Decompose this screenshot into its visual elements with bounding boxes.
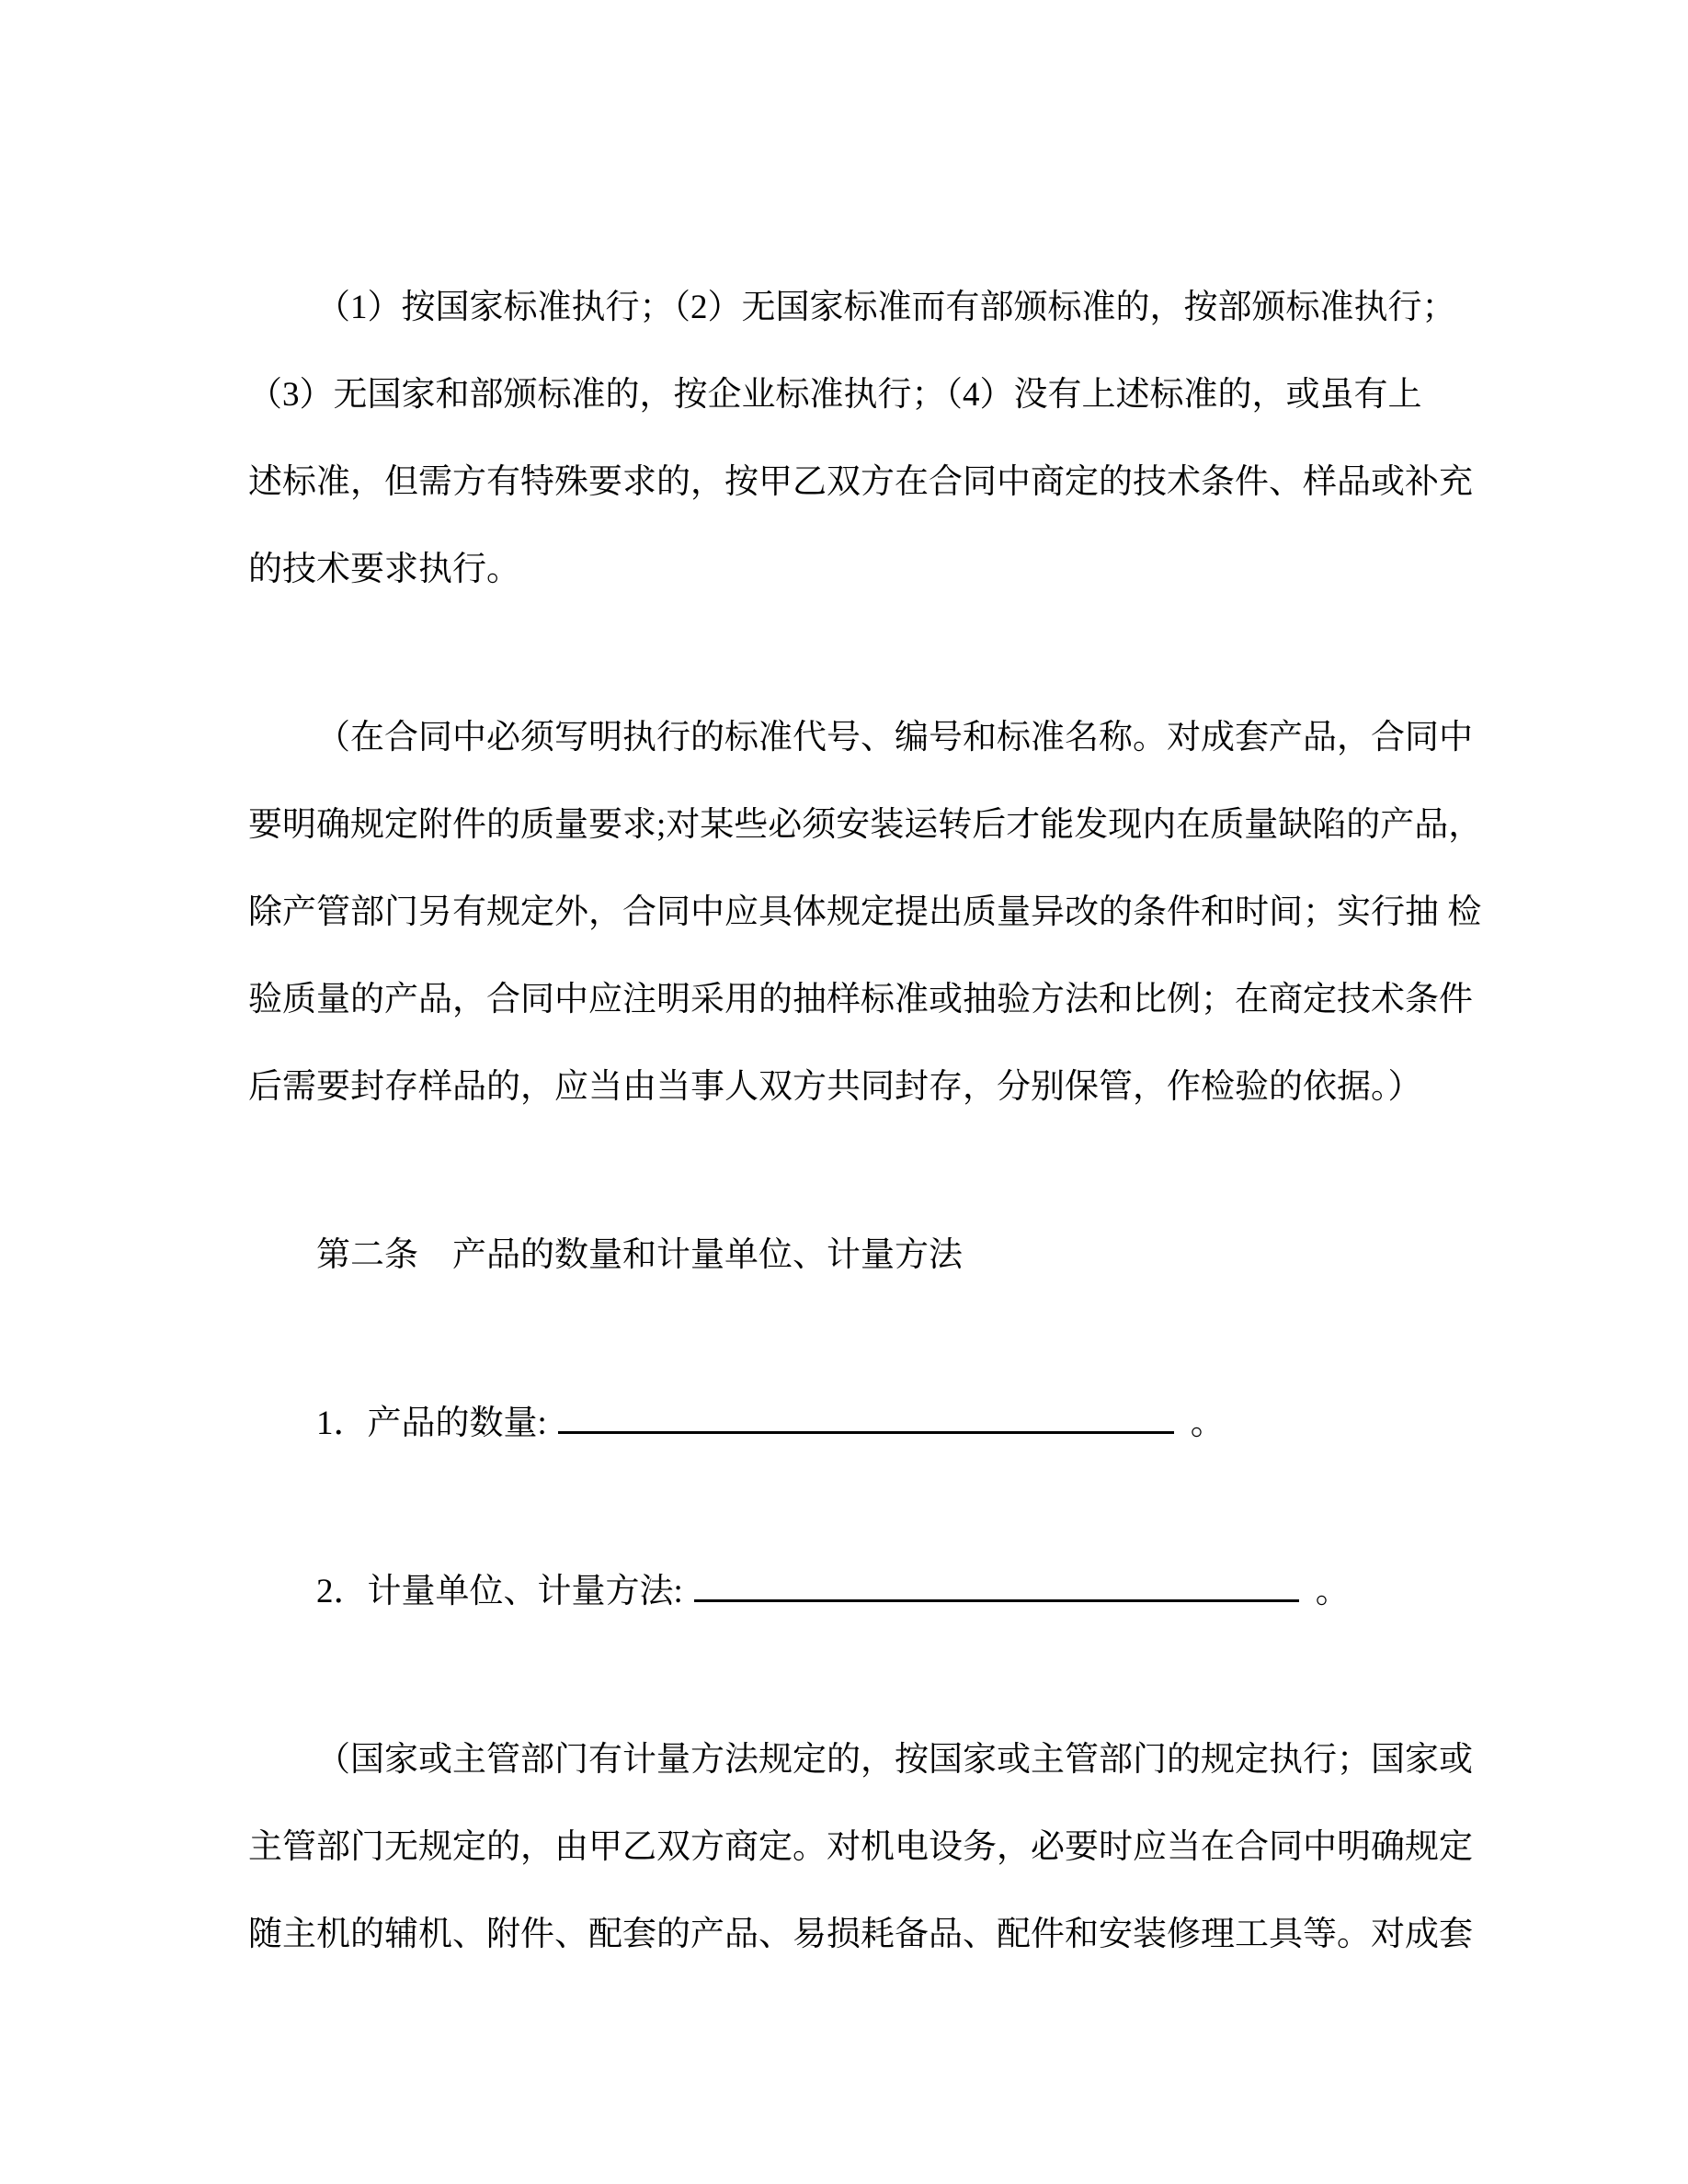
period-mark: 。	[1315, 1573, 1350, 1610]
item-unit-row	[248, 1548, 1440, 1635]
paragraph-standards	[248, 264, 1473, 613]
period-mark: 。	[1190, 1405, 1225, 1442]
text-line: 述标准，但需方有特殊要求的，按甲乙双方在合同中商定的技术条件、样品或补充	[248, 463, 1473, 501]
fill-in-blank-unit[interactable]	[694, 1565, 1299, 1602]
text-line: 的技术要求执行。	[248, 551, 520, 588]
text-line: （3）无国家和部颁标准的，按企业标准执行；（4）没有上述标准的，或虽有上	[248, 376, 1422, 414]
fill-in-blank-quantity[interactable]	[558, 1397, 1174, 1434]
text-line: （国家或主管部门有计量方法规定的，按国家或主管部门的规定执行；国家或	[316, 1741, 1473, 1779]
item-quantity-label: 1．产品的数量:	[316, 1405, 547, 1442]
text-line: 除产管部门另有规定外，合同中应具体规定提出质量异改的条件和时间；实行抽 检	[248, 893, 1482, 931]
text-line: （1）按国家标准执行；（2）无国家标准而有部颁标准的，按部颁标准执行；	[316, 289, 1456, 326]
text-line: 主管部门无规定的，由甲乙双方商定。对机电设务，必要时应当在合同中明确规定	[248, 1828, 1473, 1866]
text-line: 随主机的辅机、附件、配套的产品、易损耗备品、配件和安装修理工具等。对成套	[248, 1916, 1473, 1953]
text-line: 要明确规定附件的质量要求;对某些必须安装运转后才能发现内在质量缺陷的产品，	[248, 806, 1483, 844]
article-2-heading: 第二条 产品的数量和计量单位、计量方法	[316, 1236, 963, 1274]
item-quantity-row	[248, 1380, 1440, 1467]
text-line: （在合同中必须写明执行的标准代号、编号和标准名称。对成套产品，合同中	[316, 719, 1473, 756]
text-line: 后需要封存样品的，应当由当事人双方共同封存，分别保管，作检验的依据。）	[248, 1068, 1422, 1106]
paragraph-measure-note	[248, 1716, 1473, 1978]
item-unit-label: 2．计量单位、计量方法:	[316, 1573, 683, 1610]
text-line: 验质量的产品，合同中应注明采用的抽样标准或抽验方法和比例；在商定技术条件	[248, 981, 1473, 1018]
paragraph-quality-note	[248, 694, 1483, 1131]
article-2-heading-block	[248, 1211, 1440, 1299]
